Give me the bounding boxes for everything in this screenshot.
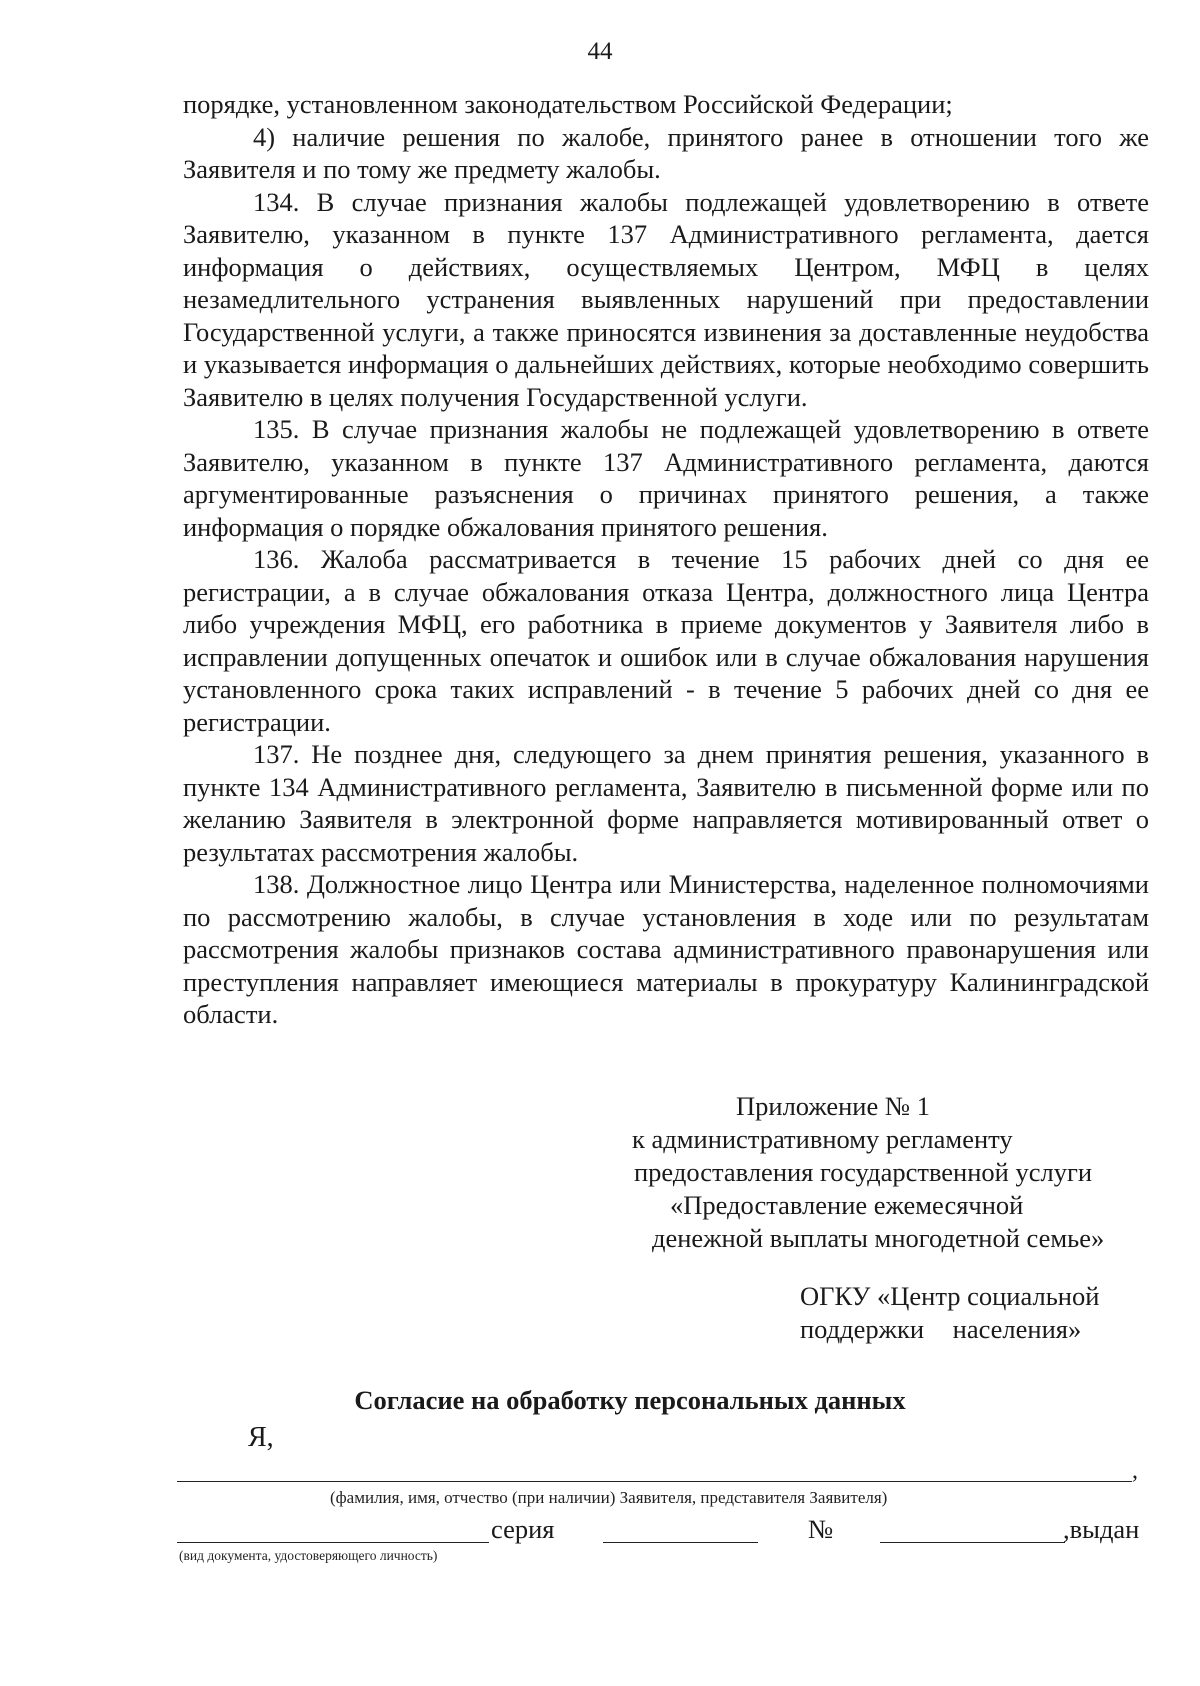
number-label: № [808, 1514, 834, 1544]
body-text [183, 88, 1149, 1031]
issued-label: ,выдан [1063, 1514, 1140, 1544]
consent-title: Согласие на обработку персональных данных [354, 1385, 906, 1415]
fio-caption: (фамилия, имя, отчество (при наличии) Заявителя, представителя Заявителя) [330, 1488, 888, 1507]
number-blank[interactable] [880, 1542, 1065, 1543]
paragraph-134: 134. В случае признания жалобы подлежащей удовлетворению в ответе Заявителю, указанном в пункте 137 Административного регламента, дается информация о действиях, осуществляемых Центром, МФЦ в целях незамедлительного устранения выявленных нарушений при предоставлении Государственной услуги, а также приносятся извинения за доставленные неудобства и указывается информация о дальнейших действиях, которые необходимо совершить Заявителю в целях получения Государственной услуги. [183, 186, 1149, 412]
appendix-line: предоставления государственной услуги [634, 1157, 1093, 1187]
paragraph-item-4: 4) наличие решения по жалобе, принятого ранее в отношении того же Заявителя и по тому же предмету жалобы. [183, 121, 1149, 184]
recipient-line: поддержки населения» [800, 1314, 1082, 1344]
consent-ya: Я, [248, 1422, 274, 1453]
seria-label: серия [491, 1514, 555, 1544]
paragraph-continuation: порядке, установленном законодательством Российской Федерации; [183, 89, 953, 119]
paragraph-137: 137. Не позднее дня, следующего за днем принятия решения, указанного в пункте 134 Административного регламента, Заявителю в письменной форме или по желанию Заявителя в электронной форме направляется мотивированный ответ о результатах рассмотрения жалобы. [183, 739, 1149, 867]
recipient-block [800, 1280, 1160, 1346]
page-number: 44 [587, 38, 613, 65]
appendix-title: Приложение № 1 [736, 1091, 931, 1121]
appendix-line: к административному регламенту [632, 1124, 1013, 1154]
recipient-line: ОГКУ «Центр социальной [800, 1281, 1100, 1311]
paragraph-136: 136. Жалоба рассматривается в течение 15 рабочих дней со дня ее регистрации, а в случае обжалования отказа Центра, должностного лица Центра либо учреждения МФЦ, его работника в приеме документов у Заявителя либо в исправлении допущенных опечаток и ошибок или в случае обжалования нарушения установленного срока таких исправлений - в течение 5 рабочих дней со дня ее регистрации. [183, 544, 1149, 737]
appendix-line: денежной выплаты многодетной семье» [652, 1223, 1105, 1253]
paragraph-138: 138. Должностное лицо Центра или Министерства, наделенное полномочиями по рассмотрению жалобы, в случае установления в ходе или по результатам рассмотрения жалобы признаков состава административного правонарушения или преступления направляет имеющиеся материалы в прокуратуру Калининградской области. [183, 869, 1149, 1029]
document-type-blank[interactable] [177, 1542, 489, 1543]
paragraph-135: 135. В случае признания жалобы не подлежащей удовлетворению в ответе Заявителю, указанном в пункте 137 Административного регламента, даются аргументированные разъяснения о причинах принятого решения, а также информация о порядке обжалования принятого решения. [183, 414, 1149, 542]
fio-blank-line[interactable] [177, 1481, 1132, 1482]
document-caption: (вид документа, удостоверяющего личность) [179, 1548, 438, 1563]
document-row [0, 1512, 1200, 1552]
appendix-line: «Предоставление ежемесячной [670, 1190, 1024, 1220]
seria-blank[interactable] [603, 1542, 758, 1543]
fio-comma: , [1132, 1458, 1138, 1484]
appendix-header [620, 1090, 1140, 1255]
